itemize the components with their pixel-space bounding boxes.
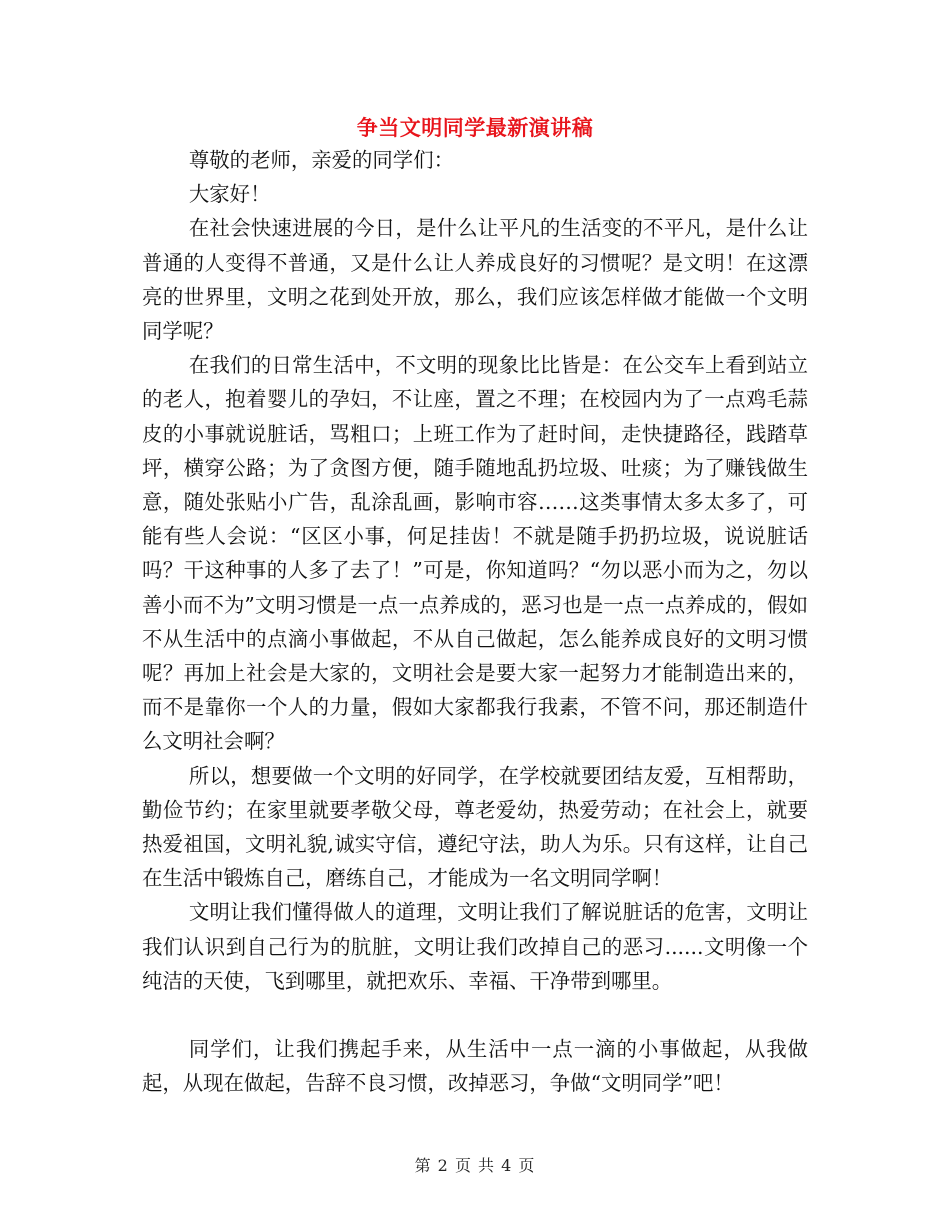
document-title: 争当文明同学最新演讲稿 <box>356 116 594 140</box>
paragraph-meaning: 文明让我们懂得做人的道理，文明让我们了解说脏话的危害，文明让我们认识到自己行为的肮脏，文明让我们改掉自己的恶习......文明像一个纯洁的天使，飞到哪里，就把欢乐、幸福、干净带到哪里。 <box>142 900 808 993</box>
paragraph-intro: 在社会快速进展的今日，是什么让平凡的生活变的不平凡，是什么让普通的人变得不普通，又是什么让人养成良好的习惯呢？是文明！在这漂亮的世界里，文明之花到处开放，那么，我们应该怎样做才能做一个文明同学呢？ <box>142 216 808 344</box>
page-number-footer: 第 2 页 共 4 页 <box>414 1156 536 1175</box>
paragraph-closing: 同学们，让我们携起手来，从生活中一点一滴的小事做起，从我做起，从现在做起，告辞不良习惯，改掉恶习，争做“文明同学”吧！ <box>142 1037 808 1096</box>
document-body <box>142 143 808 1100</box>
greeting: 大家好！ <box>188 182 271 207</box>
paragraph-phenomena: 在我们的日常生活中，不文明的现象比比皆是：在公交车上看到站立的老人，抱着婴儿的孕妇，不让座，置之不理；在校园内为了一点鸡毛蒜皮的小事就说脏话，骂粗口；上班工作为了赶时间，走快捷路径，践踏草坪，横穿公路；为了贪图方便，随手随地乱扔垃圾、吐痰；为了赚钱做生意，随处张贴小广告，乱涂乱画，影响市容……这类事情太多太多了，可能有些人会说：“区区小事，何足挂齿！不就是随手扔扔垃圾，说说脏话吗？干这种事的人多了去了！”可是，你知道吗？“勿以恶小而为之，勿以善小而不为”文明习惯是一点一点养成的，恶习也是一点一点养成的，假如不从生活中的点滴小事做起，不从自己做起，怎么能养成良好的文明习惯呢？再加上社会是大家的，文明社会是要大家一起努力才能制造出来的，而不是靠你一个人的力量，假如大家都我行我素，不管不问，那还制造什么文明社会啊？ <box>142 353 808 754</box>
salutation: 尊敬的老师，亲爱的同学们： <box>188 148 454 172</box>
paragraph-suggestions: 所以，想要做一个文明的好同学，在学校就要团结友爱，互相帮助，勤俭节约；在家里就要孝敬父母，尊老爱幼，热爱劳动；在社会上，就要热爱祖国，文明礼貌,诚实守信，遵纪守法，助人为乐。只有这样，让自己在生活中锻炼自己，磨练自己，才能成为一名文明同学啊！ <box>142 763 808 891</box>
